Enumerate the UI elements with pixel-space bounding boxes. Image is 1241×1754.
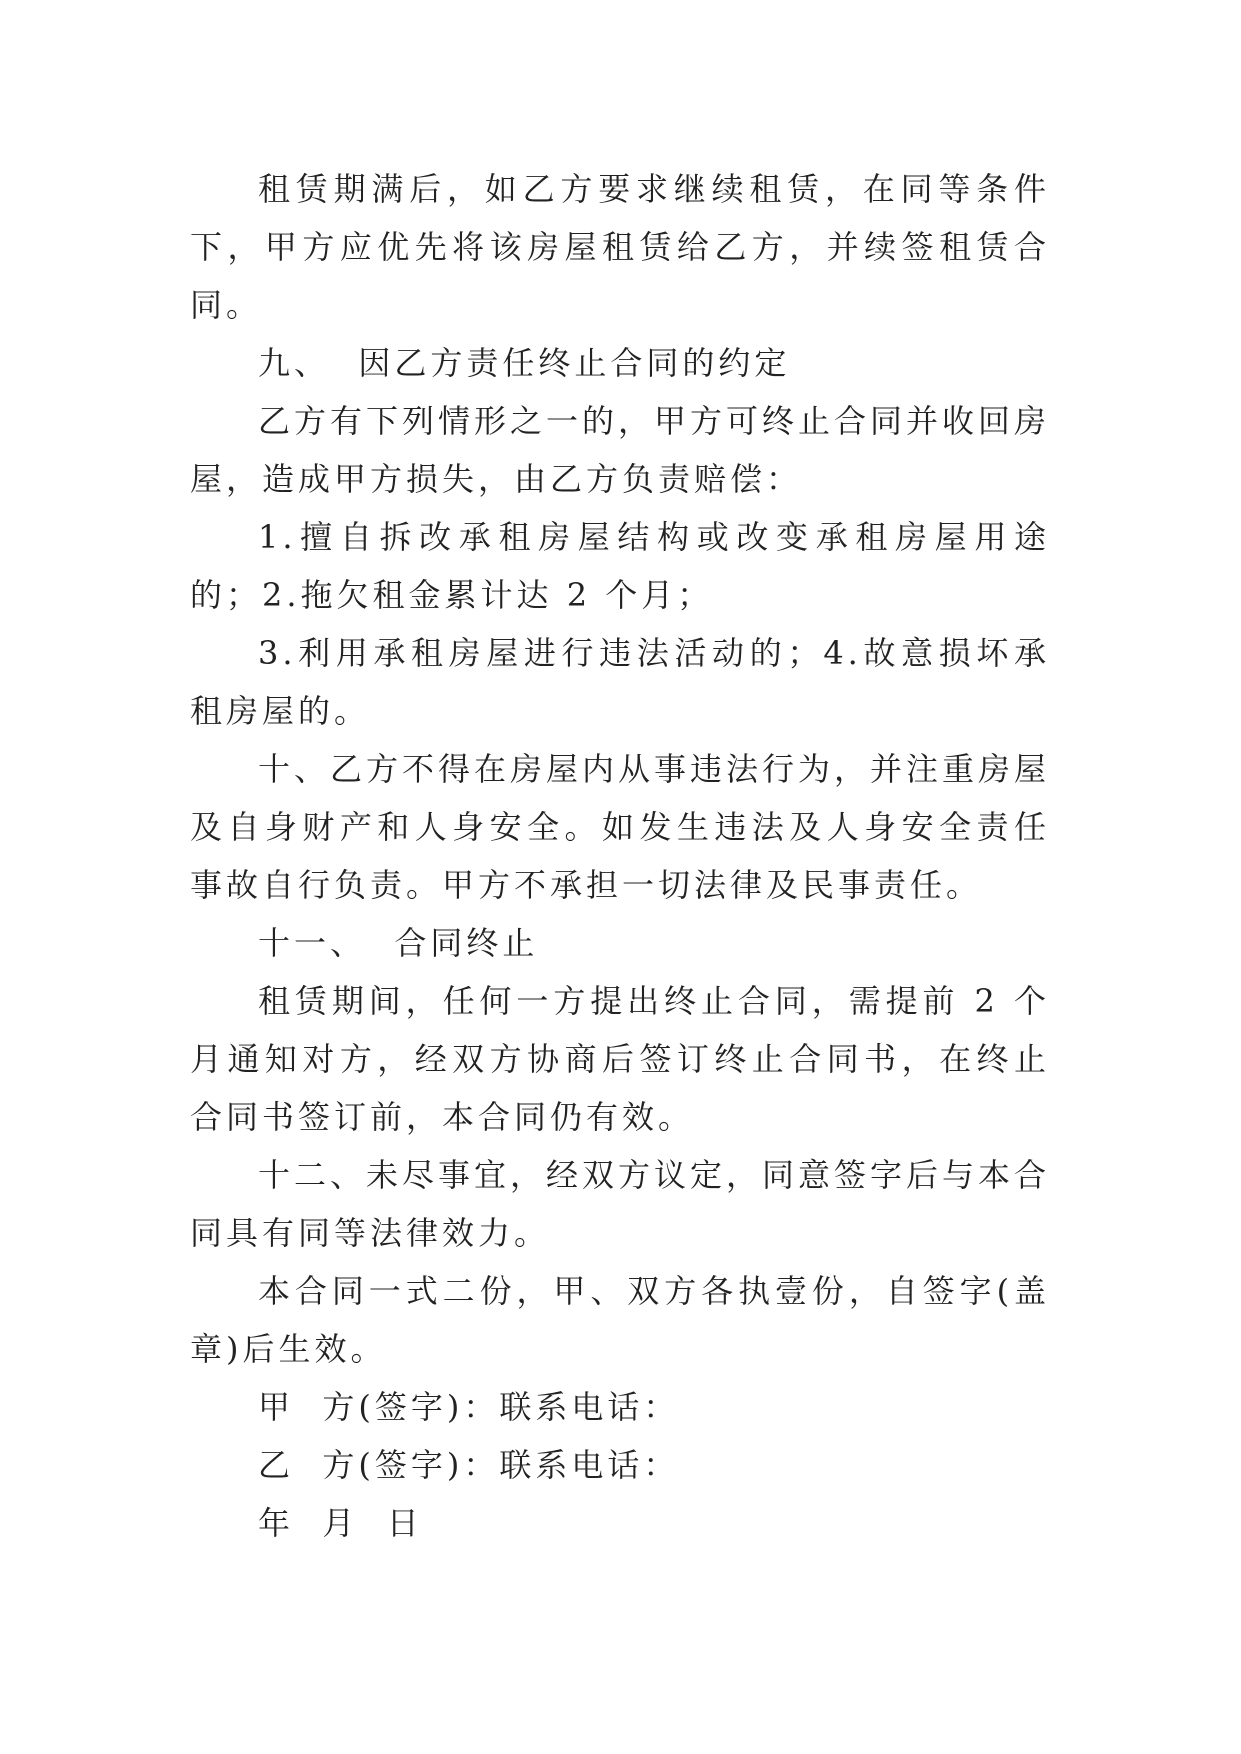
renewal-paragraph: 租赁期满后，如乙方要求继续租赁，在同等条件下，甲方应优先将该房屋租赁给乙方，并续签租赁合同。	[190, 170, 1050, 324]
section-11-heading: 十一、 合同终止	[258, 924, 539, 962]
condition-3-4-paragraph: 3.利用承租房屋进行违法活动的；4.故意损坏承租房屋的。	[190, 634, 1050, 730]
condition-1-2-paragraph: 1.擅自拆改承租房屋结构或改变承租房屋用途的；2.拖欠租金累计达 2 个月；	[190, 518, 1050, 614]
contract-body	[190, 160, 1050, 1552]
termination-conditions-paragraph: 乙方有下列情形之一的，甲方可终止合同并收回房屋，造成甲方损失，由乙方负责赔偿：	[190, 402, 1051, 498]
party-a-signature-line: 甲 方(签字)：联系电话：	[258, 1388, 680, 1426]
early-termination-paragraph: 租赁期间，任何一方提出终止合同，需提前 2 个月通知对方，经双方协商后签订终止合同书，在终止合同书签订前，本合同仍有效。	[190, 982, 1050, 1136]
section-12-paragraph: 十二、未尽事宜，经双方议定，同意签字后与本合同具有同等法律效力。	[190, 1156, 1051, 1252]
section-9-heading: 九、 因乙方责任终止合同的约定	[258, 344, 791, 382]
date-line: 年 月 日	[258, 1504, 423, 1542]
copies-paragraph: 本合同一式二份，甲、双方各执壹份，自签字(盖章)后生效。	[190, 1272, 1050, 1368]
section-10-paragraph: 十、乙方不得在房屋内从事违法行为，并注重房屋及自身财产和人身安全。如发生违法及人身安全责任事故自行负责。甲方不承担一切法律及民事责任。	[190, 750, 1051, 904]
party-b-signature-line: 乙 方(签字)：联系电话：	[258, 1446, 680, 1484]
